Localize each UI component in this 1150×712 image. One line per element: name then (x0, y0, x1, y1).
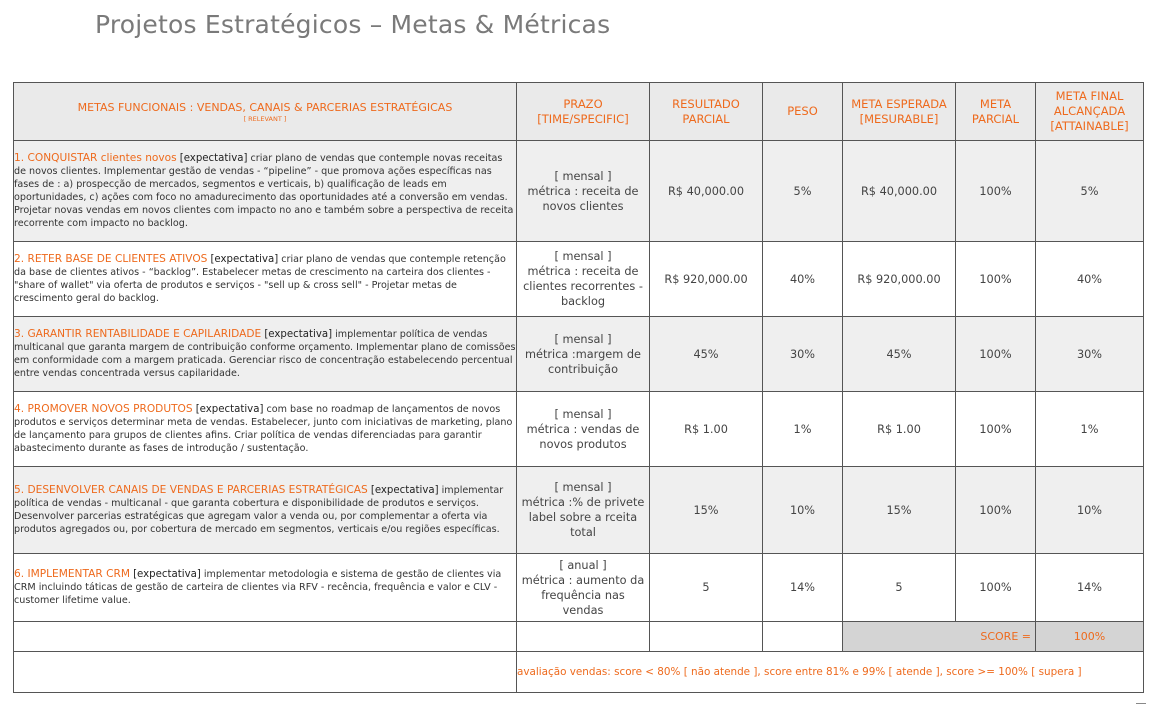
meta-esperada-cell: R$ 920,000.00 (843, 242, 956, 317)
header-meta-final (1036, 83, 1144, 141)
header-goals-label: METAS FUNCIONAIS : VENDAS, CANAIS & PARCERIAS ESTRATÉGICAS (77, 100, 453, 114)
goal-description (14, 141, 517, 242)
goal-text: implementar metodologia e sistema de gestão de clientes via CRM incluindo táticas de gestão de carteira de clientes via RFV - recência, frequência e valor e CLV - customer lifetime value. (14, 568, 502, 607)
meta-final-cell: 1% (1036, 392, 1144, 467)
header-meta-esperada-l2: [MESURABLE] (859, 111, 939, 126)
meta-parcial-cell: 100% (956, 317, 1036, 392)
meta-parcial-cell: 100% (956, 467, 1036, 554)
goal-tag: [expectativa] (195, 403, 264, 415)
evaluation-text: avaliação vendas: score < 80% [ não atende ], score entre 81% e 99% [ atende ], score >= 100% [ supera ] (517, 652, 1144, 693)
table-row (14, 317, 1144, 392)
header-meta-parcial (956, 83, 1036, 141)
evaluation-row (14, 652, 1144, 693)
score-empty-cell (14, 622, 517, 652)
meta-esperada-cell: 5 (843, 554, 956, 622)
goal-description (14, 392, 517, 467)
header-meta-final-l2: ALCANÇADA (1053, 104, 1126, 118)
resultado-cell: 5 (650, 554, 763, 622)
corner-mark (1136, 703, 1146, 704)
score-empty-cell (517, 622, 650, 652)
meta-final-cell: 30% (1036, 317, 1144, 392)
goal-text: criar plano de vendas que contemple novas receitas de novos clientes. Implementar gestão de vendas - “pipeline” - que promova ações específicas nas fases de : a) prospecção de mercados, segmentos e verticais, b) qualificação de leads em oportunidades, c) ações com foco no amadurecimento das oportunidades até a conversão em vendas. Projetar novas vendas em novos clientes com impacto no ano e também sobre a perspectiva de receita recorrente com impacto no backlog. (14, 152, 514, 230)
peso-cell: 10% (763, 467, 843, 554)
prazo-period: [ anual ] (559, 558, 607, 572)
meta-esperada-cell: 45% (843, 317, 956, 392)
header-row (14, 83, 1144, 141)
resultado-cell: 45% (650, 317, 763, 392)
header-meta-esperada (843, 83, 956, 141)
goal-tag: [expectativa] (133, 568, 201, 580)
meta-final-cell: 14% (1036, 554, 1144, 622)
header-prazo-l2: [TIME/SPECIFIC] (537, 111, 629, 126)
table-row (14, 392, 1144, 467)
table-row (14, 467, 1144, 554)
header-meta-parcial-l2: PARCIAL (971, 111, 1020, 126)
prazo-period: [ mensal ] (554, 332, 612, 346)
score-label: SCORE = (843, 622, 1036, 652)
goal-description (14, 554, 517, 622)
resultado-cell: 15% (650, 467, 763, 554)
goal-title: 3. GARANTIR RENTABILIDADE E CAPILARIDADE (14, 327, 262, 340)
score-empty-cell (650, 622, 763, 652)
goal-tag: [expectativa] (179, 152, 248, 164)
prazo-cell (517, 392, 650, 467)
meta-parcial-cell: 100% (956, 392, 1036, 467)
header-peso (763, 83, 843, 141)
goal-title: 6. IMPLEMENTAR CRM (14, 567, 131, 580)
table-row (14, 554, 1144, 622)
goal-title: 1. CONQUISTAR clientes novos (14, 151, 177, 164)
meta-final-cell: 10% (1036, 467, 1144, 554)
goal-title: 4. PROMOVER NOVOS PRODUTOS (14, 402, 193, 415)
peso-cell: 1% (763, 392, 843, 467)
peso-cell: 5% (763, 141, 843, 242)
header-goals-sub: [ RELEVANT ] (243, 114, 287, 123)
prazo-metric: métrica : receita de novos clientes (527, 184, 639, 213)
goal-title: 2. RETER BASE DE CLIENTES ATIVOS (14, 252, 208, 265)
prazo-metric: métrica :margem de contribuição (525, 347, 641, 376)
prazo-cell (517, 141, 650, 242)
header-resultado-l1: RESULTADO (672, 96, 740, 111)
goal-text: implementar política de vendas - multicanal - que garanta cobertura e disponibilidade de produtos e serviços. Desenvolver parcerias estratégicas que agregam valor a venda ou, por complementar a oferta via produtos agregados ou, por cobertura de mercado em segmentos, verticais e/ou regiões específicas. (14, 484, 504, 536)
prazo-metric: métrica : vendas de novos produtos (526, 422, 640, 451)
meta-final-cell: 40% (1036, 242, 1144, 317)
goal-text: criar plano de vendas que contemple retenção da base de clientes ativos - “backlog”. Estabelecer metas de crescimento na carteira dos clientes - "share of wallet" via oferta de produtos e serviços - "sell up & cross sell" - Projetar metas de crescimento geral do backlog. (14, 253, 506, 305)
goal-description (14, 467, 517, 554)
goal-tag: [expectativa] (264, 328, 333, 340)
table-row (14, 242, 1144, 317)
meta-final-cell: 5% (1036, 141, 1144, 242)
prazo-metric: métrica : receita de clientes recorrentes - backlog (523, 265, 643, 308)
header-meta-final-l1: META FINAL (1055, 89, 1124, 103)
meta-parcial-cell: 100% (956, 141, 1036, 242)
header-resultado (650, 83, 763, 141)
score-value: 100% (1036, 622, 1144, 652)
score-empty-cell (763, 622, 843, 652)
goal-title: 5. DESENVOLVER CANAIS DE VENDAS E PARCERIAS ESTRATÉGICAS (14, 483, 368, 496)
goal-tag: [expectativa] (370, 484, 439, 496)
prazo-cell (517, 467, 650, 554)
peso-cell: 30% (763, 317, 843, 392)
prazo-cell (517, 317, 650, 392)
page-title: Projetos Estratégicos – Metas & Métricas (95, 10, 611, 39)
goal-text: com base no roadmap de lançamentos de novos produtos e serviços determinar meta de vendas. Estabelecer, junto com iniciativas de marketing, plano de lançamento para grupos de clientes afins. Criar política de vendas diferenciadas para garantir abastecimento durante as fases de introdução / sustentação. (14, 403, 513, 455)
goal-text: implementar política de vendas multicanal que garanta margem de contribuição conforme orçamento. Implementar plano de comissões em conformidade com a margem praticada. Gerenciar risco de concentração estabelecendo percentual entre vendas concentrada versus capilaridade. (14, 328, 516, 380)
header-resultado-l2: PARCIAL (682, 111, 730, 126)
goal-tag: [expectativa] (210, 253, 279, 265)
prazo-metric: métrica : aumento da frequência nas vendas (521, 573, 645, 617)
meta-esperada-cell: R$ 40,000.00 (843, 141, 956, 242)
prazo-period: [ mensal ] (554, 407, 612, 421)
evaluation-empty-cell (14, 652, 517, 693)
header-meta-esperada-l1: META ESPERADA (851, 96, 947, 111)
resultado-cell: R$ 40,000.00 (650, 141, 763, 242)
header-meta-parcial-l1: META (979, 96, 1012, 111)
goal-description (14, 317, 517, 392)
table-row (14, 141, 1144, 242)
prazo-cell (517, 554, 650, 622)
goals-table (13, 82, 1144, 693)
peso-cell: 14% (763, 554, 843, 622)
goal-description (14, 242, 517, 317)
meta-parcial-cell: 100% (956, 242, 1036, 317)
header-prazo-l1: PRAZO (563, 96, 603, 111)
meta-esperada-cell: 15% (843, 467, 956, 554)
peso-cell: 40% (763, 242, 843, 317)
score-row (14, 622, 1144, 652)
prazo-period: [ mensal ] (554, 481, 612, 494)
header-prazo (517, 83, 650, 141)
resultado-cell: R$ 920,000.00 (650, 242, 763, 317)
prazo-metric: métrica :% de privete label sobre a rceita total (521, 496, 645, 539)
header-goals (14, 83, 517, 141)
prazo-period: [ mensal ] (554, 250, 612, 263)
header-meta-final-l3: [ATTAINABLE] (1050, 119, 1129, 133)
header-peso-label: PESO (787, 104, 818, 118)
prazo-cell (517, 242, 650, 317)
meta-parcial-cell: 100% (956, 554, 1036, 622)
meta-esperada-cell: R$ 1.00 (843, 392, 956, 467)
prazo-period: [ mensal ] (554, 169, 612, 183)
resultado-cell: R$ 1.00 (650, 392, 763, 467)
